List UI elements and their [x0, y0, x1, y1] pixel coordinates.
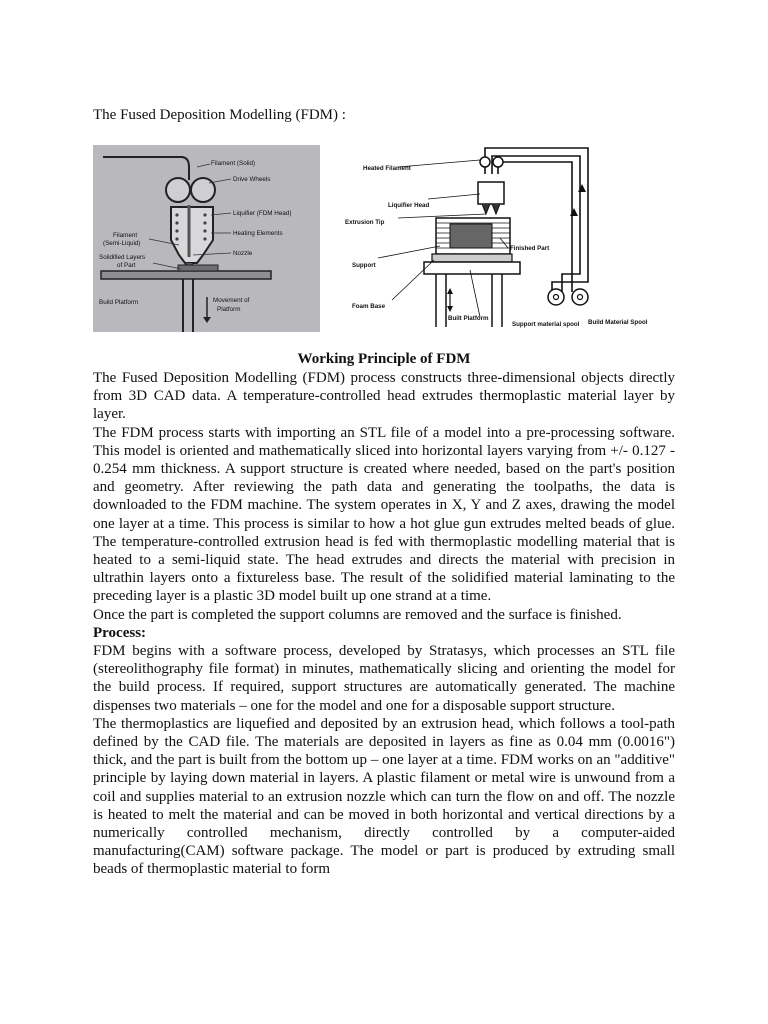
label-movement: Movement of	[213, 297, 250, 304]
label-finished-part: Finished Part	[510, 245, 550, 252]
label-support: Support	[352, 262, 376, 269]
label-support-spool: Support material spool	[512, 321, 580, 328]
process-subheading: Process:	[93, 624, 147, 641]
label-semi-liquid: (Semi-Liquid)	[103, 240, 141, 247]
paragraph: FDM begins with a software process, developed by Stratasys, which processes an STL file (stereolithography file format) in minutes, mathematically slicing and orienting the model for the build process. If required, support structures are automatically generated. The machine dispenses two materials – one for the model and one for a disposable support structure.	[93, 643, 675, 714]
label-extrusion-tip: Extrusion Tip	[345, 219, 385, 226]
label-build-spool: Build Material Spool	[588, 319, 648, 326]
label-filament-semi: Filament	[113, 232, 138, 239]
label-heated-filament: Heated Filament	[363, 165, 411, 172]
label-solidified: Solidified Layers	[99, 254, 146, 261]
label-filament-solid: Filament (Solid)	[211, 160, 256, 167]
label-liquifier-head: Liquifier Head	[388, 202, 430, 209]
label-drive-wheels: Drive Wheels	[233, 176, 271, 183]
paragraph: Once the part is completed the support columns are removed and the surface is finished.	[93, 606, 622, 623]
label-of-part: of Part	[117, 262, 136, 269]
label-built-platform: Built Platform	[448, 315, 489, 322]
paragraph: The thermoplastics are liquefied and deposited by an extrusion head, which follows a tool-path defined by the CAD file. The materials are deposited in layers as fine as 0.04 mm (0.0016") thick, and the part is built from the bottom up – one layer at a time. FDM works on an "additive" principle by laying down material in layers. A plastic filament or metal wire is unwound from a coil and supplies material to an extrusion nozzle which can turn the flow on and off. The nozzle is heated to melt the material and can be moved in both horizontal and vertical directions by a numerically controlled mechanism, directly controlled by a computer-aided manufacturing(CAM) software package. The model or part is produced by extruding small beads of thermoplastic material to form	[93, 715, 675, 878]
label-liquifier: Liquifier (FDM Head)	[233, 210, 292, 217]
label-platform: Platform	[217, 306, 241, 313]
paragraph: The FDM process starts with importing an STL file of a model into a pre-processing software. This model is oriented and mathematically sliced into horizontal layers varying from +/- 0.127 - 0.254 mm thickness. A support structure is created where needed, based on the part's position and geometry. After reviewing the path data and generating the toolpaths, the data is downloaded to the FDM machine. The system operates in X, Y and Z axes, drawing the model one layer at a time. This process is similar to how a hot glue gun extrudes melted beads of glue. The temperature-controlled extrusion head is fed with thermoplastic modelling material that is heated to a semi-liquid state. The head extrudes and directs the material with precision in ultrathin layers onto a fixtureless base. The result of the solidified material laminating to the preceding layer is a plastic 3D model built up one strand at a time.	[93, 424, 675, 605]
label-build-platform: Build Platform	[99, 299, 139, 306]
body-text	[93, 369, 675, 879]
paragraph: The Fused Deposition Modelling (FDM) process constructs three-dimensional objects directly from 3D CAD data. A temperature-controlled head extrudes thermoplastic material layer by layer.	[93, 370, 675, 423]
label-foam-base: Foam Base	[352, 303, 386, 310]
section-heading: Working Principle of FDM	[297, 351, 471, 367]
fdm-machine-diagram	[340, 142, 680, 334]
document-title: The Fused Deposition Modelling (FDM) :	[93, 107, 346, 123]
label-heating-elements: Heating Elements	[233, 230, 283, 237]
fdm-head-diagram	[93, 145, 320, 332]
label-nozzle: Nozzle	[233, 250, 253, 257]
